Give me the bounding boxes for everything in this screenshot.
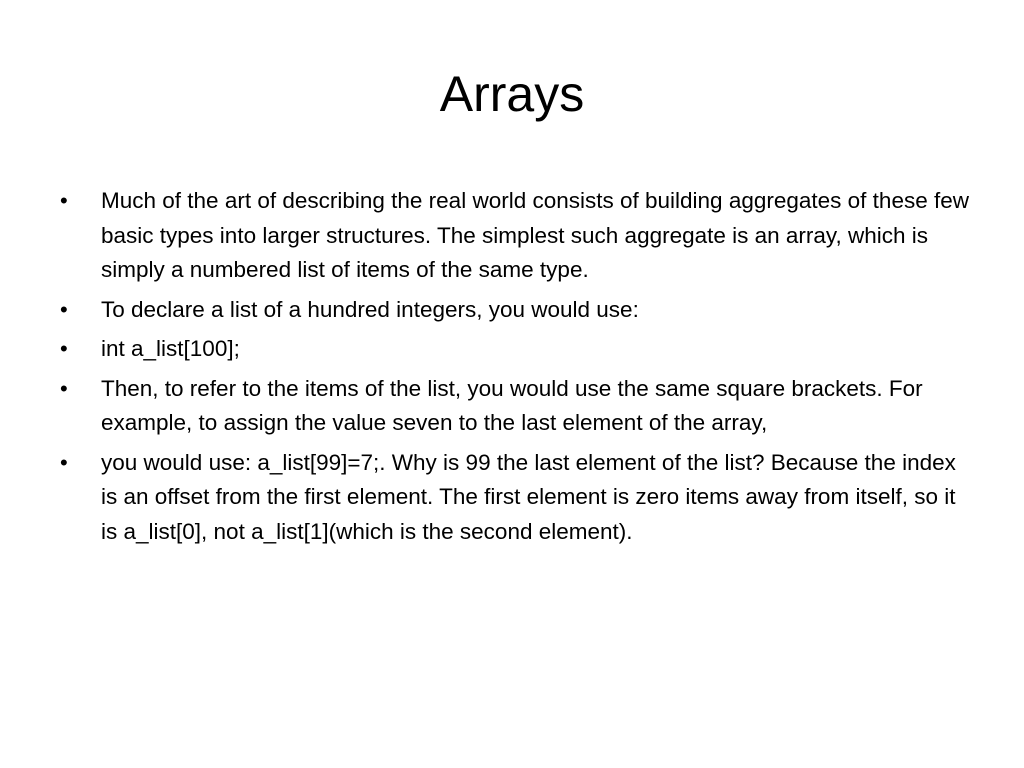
bullet-text: To declare a list of a hundred integers, you would use:	[101, 296, 639, 322]
bullet-text: Then, to refer to the items of the list, you would use the same square brackets. For example, to assign the value seven to the last element of the array,	[101, 375, 923, 435]
bullet-item	[60, 184, 970, 288]
bullet-list	[60, 184, 970, 554]
bullet-icon: •	[60, 336, 68, 361]
bullet-icon: •	[60, 188, 68, 213]
bullet-text: int a_list[100];	[101, 336, 240, 361]
bullet-text: Much of the art of describing the real world consists of building aggregates of these few basic types into larger structures. The simplest such aggregate is an array, which is simply a numbered list of items of the same type.	[101, 188, 969, 282]
bullet-item	[60, 446, 970, 550]
bullet-icon: •	[60, 375, 68, 401]
slide-title: Arrays	[439, 66, 585, 122]
bullet-icon: •	[60, 296, 68, 322]
bullet-item	[60, 372, 970, 441]
bullet-item	[60, 293, 970, 328]
bullet-text: you would use: a_list[99]=7;. Why is 99 the last element of the list? Because the index is an offset from the first element. The first element is zero items away from itself, so it is a_list[0], not a_list[1](which is the second element).	[101, 449, 956, 544]
bullet-icon: •	[60, 449, 68, 475]
bullet-item	[60, 332, 970, 367]
